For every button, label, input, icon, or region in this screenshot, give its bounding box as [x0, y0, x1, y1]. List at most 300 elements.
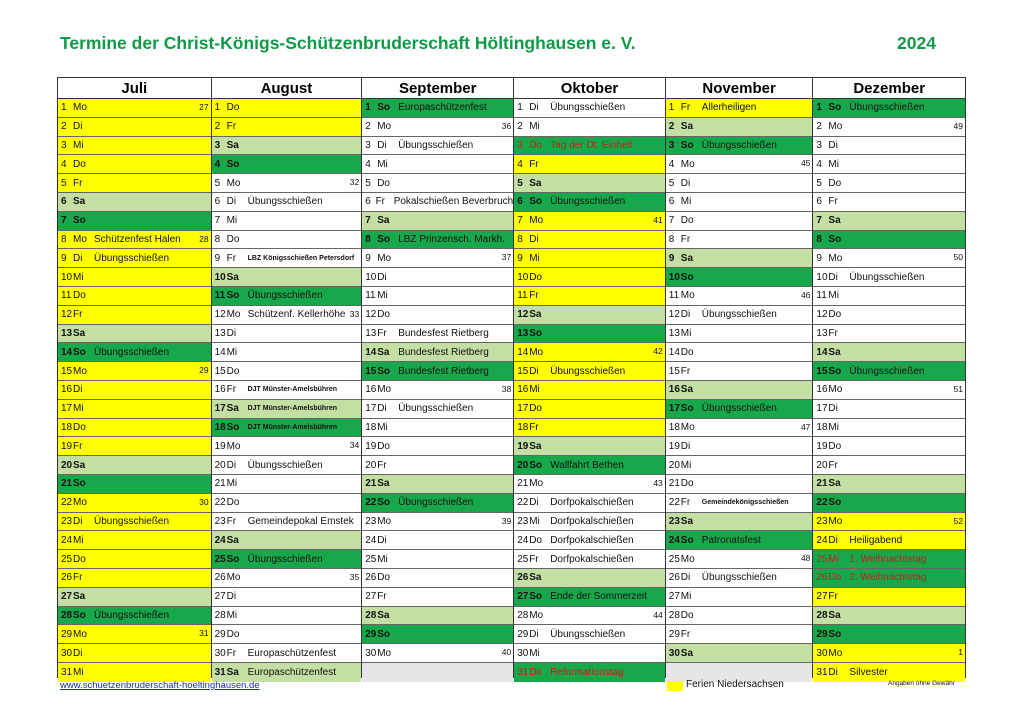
day-row: [212, 550, 362, 569]
week-number: 51: [953, 383, 963, 394]
weekday: So: [828, 497, 842, 509]
day-row: [514, 550, 665, 569]
day-row: [362, 137, 513, 156]
weekday: Sa: [529, 309, 542, 321]
weekday: Mo: [73, 233, 87, 245]
day-number: 27: [668, 591, 680, 603]
day-number: 19: [61, 440, 73, 452]
day-number: 3: [517, 139, 523, 151]
weekday: So: [529, 196, 542, 208]
day-number: 26: [517, 572, 529, 584]
day-number: 23: [517, 515, 529, 527]
day-number: 1: [816, 102, 822, 114]
day-row: [212, 456, 362, 475]
event-label: Bundesfest Rietberg: [398, 346, 489, 358]
day-row: [362, 381, 513, 400]
weekday: So: [73, 346, 86, 358]
day-number: 20: [365, 459, 377, 471]
day-row: [514, 531, 665, 550]
week-number: 43: [653, 477, 663, 488]
day-row: [362, 174, 513, 193]
weekday: Fr: [529, 421, 539, 433]
day-number: 17: [517, 403, 529, 415]
month-header: Dezember: [813, 78, 965, 99]
weekday: Mo: [73, 497, 87, 509]
day-row: [666, 268, 813, 287]
day-row: [813, 550, 965, 569]
day-number: 8: [517, 233, 523, 245]
event-label: Übungsschießen: [849, 365, 925, 377]
day-number: 24: [517, 534, 529, 546]
day-number: 26: [816, 572, 828, 584]
day-number: 22: [668, 497, 680, 509]
weekday: Mi: [226, 346, 238, 358]
weekday: Mo: [377, 647, 392, 659]
weekday: Sa: [529, 572, 542, 584]
day-row: [514, 231, 665, 250]
weekday: Di: [828, 534, 838, 546]
weekday: Di: [529, 233, 539, 245]
day-row: [362, 306, 513, 325]
day-row: [362, 400, 513, 419]
event-label: Europaschützenfest: [247, 666, 336, 678]
day-row: [666, 381, 813, 400]
day-number: 6: [365, 196, 371, 208]
day-number: 3: [61, 139, 67, 151]
week-number: 46: [800, 289, 811, 300]
day-number: 29: [517, 628, 529, 640]
day-row: [362, 437, 513, 456]
day-number: 10: [61, 271, 73, 283]
day-number: 25: [365, 553, 377, 565]
event-label: Übungsschießen: [247, 553, 323, 565]
day-number: 27: [365, 591, 377, 603]
day-number: 27: [214, 591, 226, 603]
day-number: 6: [61, 196, 67, 208]
day-number: 10: [816, 271, 828, 283]
day-number: 31: [214, 666, 226, 678]
weekday: So: [73, 609, 86, 621]
week-number: 30: [199, 496, 209, 507]
day-row: [514, 644, 665, 663]
day-number: 27: [517, 591, 529, 603]
week-number: 28: [199, 233, 209, 244]
day-row: [362, 249, 513, 268]
weekday: So: [73, 478, 86, 490]
weekday: Sa: [529, 440, 542, 452]
weekday: Mi: [828, 290, 839, 302]
day-row: [212, 419, 362, 438]
day-row: [212, 381, 362, 400]
day-row: [58, 550, 211, 569]
day-row: [813, 644, 965, 663]
weekday: Mi: [680, 459, 692, 471]
day-number: 19: [517, 440, 529, 452]
day-number: 24: [365, 534, 377, 546]
day-number: 21: [517, 478, 529, 490]
day-row: [212, 494, 362, 513]
day-number: 30: [61, 647, 73, 659]
event-label: Europaschützenfest: [398, 102, 487, 114]
day-number: 4: [668, 158, 675, 170]
event-label: Übungsschießen: [247, 196, 323, 208]
weekday: Sa: [377, 609, 390, 621]
weekday: Sa: [377, 346, 390, 358]
day-row: [666, 494, 813, 513]
day-row: [212, 193, 362, 212]
day-number: 6: [816, 196, 822, 208]
week-number: 33: [349, 308, 360, 319]
day-number: 28: [61, 609, 73, 621]
day-number: 10: [668, 271, 680, 283]
day-row: [813, 343, 965, 362]
event-label: Übungsschießen: [701, 139, 777, 151]
week-number: 39: [501, 515, 512, 526]
day-number: 28: [365, 609, 377, 621]
day-row: [58, 137, 211, 156]
day-row: [362, 531, 513, 550]
weekday: So: [680, 403, 694, 415]
weekday: So: [226, 158, 240, 170]
day-row: [514, 513, 665, 532]
week-number: 48: [800, 553, 811, 564]
day-row: [666, 550, 813, 569]
week-number: 45: [800, 158, 811, 169]
day-row: [362, 513, 513, 532]
day-number: 16: [517, 384, 529, 396]
day-number: 2: [365, 121, 371, 133]
day-number: 3: [365, 139, 371, 151]
weekday: Sa: [377, 478, 390, 490]
week-number: 31: [199, 628, 209, 639]
event-label: DJT Münster-Amelsbühren: [247, 423, 338, 431]
day-row: [58, 118, 211, 137]
day-row: [58, 362, 211, 381]
day-number: 21: [61, 478, 73, 490]
weekday: Mi: [377, 290, 388, 302]
weekday: Di: [377, 271, 387, 283]
week-number: 50: [953, 252, 963, 263]
weekday: So: [680, 534, 694, 546]
weekday: Di: [377, 403, 387, 415]
day-number: 14: [61, 346, 73, 358]
weekday: Mo: [226, 177, 241, 189]
day-number: 15: [214, 365, 226, 377]
event-label: Übungsschießen: [849, 102, 925, 114]
event-label: Wallfahrt Bethen: [550, 459, 624, 471]
day-number: 8: [668, 233, 675, 245]
weekday: Di: [226, 459, 237, 471]
day-number: 13: [816, 327, 828, 339]
weekday: Sa: [680, 384, 694, 396]
day-row: [514, 569, 665, 588]
day-row: [362, 155, 513, 174]
day-number: 10: [365, 271, 377, 283]
day-row: [362, 419, 513, 438]
weekday: Mi: [226, 478, 238, 490]
empty-day-cell: [362, 663, 513, 682]
day-number: 17: [668, 403, 680, 415]
weekday: Di: [73, 384, 83, 396]
day-number: 26: [668, 572, 680, 584]
weekday: Fr: [226, 121, 237, 133]
weekday: Do: [828, 309, 842, 321]
day-row: [666, 400, 813, 419]
weekday: Do: [226, 497, 240, 509]
day-number: 12: [816, 309, 828, 321]
day-row: [514, 456, 665, 475]
day-row: [58, 155, 211, 174]
weekday: Mi: [680, 591, 692, 603]
day-number: 7: [816, 215, 822, 227]
month-header: November: [666, 78, 813, 99]
day-number: 25: [214, 553, 226, 565]
weekday: Mi: [529, 252, 540, 264]
weekday: Fr: [226, 384, 237, 396]
event-label: Übungsschießen: [550, 365, 626, 377]
day-number: 6: [214, 196, 221, 208]
event-label: Übungsschießen: [398, 403, 474, 415]
day-number: 11: [517, 290, 528, 302]
weekday: Mi: [529, 384, 540, 396]
day-number: 30: [214, 647, 226, 659]
event-label: Tag der Dt. Einheit: [550, 139, 633, 151]
day-number: 10: [517, 271, 529, 283]
weekday: Do: [226, 102, 240, 114]
day-number: 30: [517, 647, 529, 659]
year-label: 2024: [897, 33, 936, 53]
weekday: Mi: [73, 666, 84, 678]
day-row: [813, 174, 965, 193]
weekday: Di: [680, 177, 691, 189]
weekday: Sa: [529, 177, 542, 189]
weekday: So: [529, 327, 542, 339]
day-number: 9: [668, 252, 675, 264]
weekday: Mo: [377, 121, 392, 133]
weekday: Di: [680, 572, 691, 584]
event-label: Übungsschießen: [701, 403, 777, 415]
day-row: [514, 268, 665, 287]
day-row: [514, 155, 665, 174]
day-number: 15: [365, 365, 377, 377]
weekday: Sa: [680, 515, 694, 527]
weekday: Di: [529, 497, 539, 509]
day-row: [813, 531, 965, 550]
day-row: [58, 513, 211, 532]
day-row: [58, 325, 211, 344]
event-label: Übungsschießen: [94, 346, 170, 358]
day-number: 31: [816, 666, 828, 678]
day-number: 2: [668, 121, 675, 133]
event-label: Übungsschießen: [849, 271, 925, 283]
day-row: [58, 268, 211, 287]
weekday: Do: [529, 139, 542, 151]
day-row: [212, 268, 362, 287]
event-label: Reformationstag: [550, 666, 624, 678]
event-label: Dorfpokalschießen: [550, 497, 634, 509]
weekday: Mi: [377, 421, 388, 433]
weekday: So: [226, 421, 240, 433]
day-row: [666, 362, 813, 381]
day-number: 12: [365, 309, 377, 321]
day-row: [666, 174, 813, 193]
weekday: Fr: [680, 102, 691, 114]
weekday: Di: [828, 139, 838, 151]
weekday: So: [377, 102, 390, 114]
day-row: [58, 475, 211, 494]
day-number: 25: [517, 553, 529, 565]
day-row: [813, 118, 965, 137]
day-row: [212, 137, 362, 156]
day-number: 21: [668, 478, 680, 490]
weekday: Mo: [529, 346, 544, 358]
weekday: Fr: [226, 515, 237, 527]
day-number: 19: [668, 440, 680, 452]
day-row: [666, 531, 813, 550]
day-number: 8: [61, 233, 67, 245]
day-number: 7: [517, 215, 523, 227]
day-row: [514, 588, 665, 607]
day-number: 18: [61, 421, 73, 433]
weekday: Do: [73, 158, 86, 170]
day-row: [813, 475, 965, 494]
day-row: [362, 456, 513, 475]
day-row: [212, 306, 362, 325]
day-row: [212, 513, 362, 532]
day-row: [813, 607, 965, 626]
day-row: [813, 99, 965, 118]
day-row: [666, 343, 813, 362]
day-row: [514, 99, 665, 118]
day-number: 20: [517, 459, 529, 471]
day-row: [514, 663, 665, 682]
weekday: Do: [828, 440, 842, 452]
event-label: Übungsschießen: [398, 497, 474, 509]
day-number: 17: [816, 403, 828, 415]
weekday: Sa: [680, 252, 694, 264]
day-row: [514, 306, 665, 325]
weekday: Sa: [226, 271, 239, 283]
day-number: 1: [61, 102, 67, 114]
weekday: So: [226, 553, 240, 565]
weekday: Sa: [73, 196, 86, 208]
weekday: Mo: [377, 252, 392, 264]
day-number: 26: [365, 572, 377, 584]
day-number: 28: [517, 609, 529, 621]
day-number: 17: [61, 403, 73, 415]
day-row: [58, 456, 211, 475]
weekday: Mi: [828, 553, 839, 565]
weekday: Sa: [828, 609, 841, 621]
day-row: [813, 306, 965, 325]
day-row: [58, 343, 211, 362]
day-row: [514, 419, 665, 438]
weekday: Fr: [680, 628, 691, 640]
day-number: 30: [365, 647, 377, 659]
day-row: [813, 625, 965, 644]
day-number: 14: [668, 346, 680, 358]
day-row: [813, 325, 965, 344]
weekday: Fr: [680, 233, 691, 245]
event-label: Übungsschießen: [247, 459, 323, 471]
weekday: Mo: [828, 515, 843, 527]
weekday: Fr: [73, 572, 83, 584]
weekday: Sa: [73, 327, 86, 339]
day-number: 3: [816, 139, 822, 151]
day-number: 5: [816, 177, 822, 189]
day-number: 14: [365, 346, 377, 358]
weekday: Do: [226, 365, 240, 377]
weekday: Fr: [375, 196, 386, 208]
day-row: [362, 588, 513, 607]
weekday: Mi: [73, 403, 84, 415]
day-row: [362, 118, 513, 137]
day-row: [514, 494, 665, 513]
day-row: [362, 569, 513, 588]
event-label: Silvester: [849, 666, 888, 678]
day-number: 15: [668, 365, 680, 377]
day-row: [666, 155, 813, 174]
weekday: Mo: [828, 647, 843, 659]
day-number: 28: [214, 609, 226, 621]
day-row: [666, 212, 813, 231]
day-row: [514, 437, 665, 456]
weekday: Sa: [828, 478, 841, 490]
website-link[interactable]: www.schuetzenbruderschaft-hoeltinghausen.de: [60, 680, 260, 691]
day-row: [362, 644, 513, 663]
weekday: Fr: [529, 553, 539, 565]
weekday: Fr: [377, 591, 387, 603]
day-number: 21: [365, 478, 377, 490]
month-header: September: [362, 78, 513, 99]
day-row: [58, 419, 211, 438]
day-row: [212, 231, 362, 250]
week-number: 44: [653, 609, 663, 620]
day-number: 22: [517, 497, 529, 509]
weekday: Mo: [680, 421, 695, 433]
page-title: Termine der Christ-Königs-Schützenbruderschaft Höltinghausen e. V.: [60, 33, 636, 53]
weekday: Sa: [226, 534, 239, 546]
day-row: [212, 400, 362, 419]
day-row: [813, 249, 965, 268]
day-number: 14: [517, 346, 529, 358]
day-row: [813, 419, 965, 438]
day-number: 20: [816, 459, 828, 471]
day-number: 20: [214, 459, 226, 471]
weekday: Fr: [828, 196, 838, 208]
day-number: 15: [517, 365, 529, 377]
event-label: Dorfpokalschießen: [550, 553, 634, 565]
day-number: 23: [365, 515, 377, 527]
day-number: 16: [214, 384, 226, 396]
day-row: [58, 625, 211, 644]
event-label: Übungsschießen: [550, 102, 626, 114]
weekday: Di: [73, 252, 83, 264]
day-row: [813, 437, 965, 456]
day-number: 30: [668, 647, 680, 659]
day-row: [212, 118, 362, 137]
weekday: Di: [226, 591, 237, 603]
weekday: Di: [828, 666, 838, 678]
day-row: [362, 231, 513, 250]
day-row: [58, 494, 211, 513]
event-label: Gemeindekönigsschießen: [701, 499, 789, 507]
day-row: [58, 287, 211, 306]
event-label: LBZ Prinzensch. Markh.: [398, 233, 505, 245]
day-number: 11: [61, 290, 72, 302]
day-number: 20: [668, 459, 680, 471]
day-number: 19: [816, 440, 828, 452]
